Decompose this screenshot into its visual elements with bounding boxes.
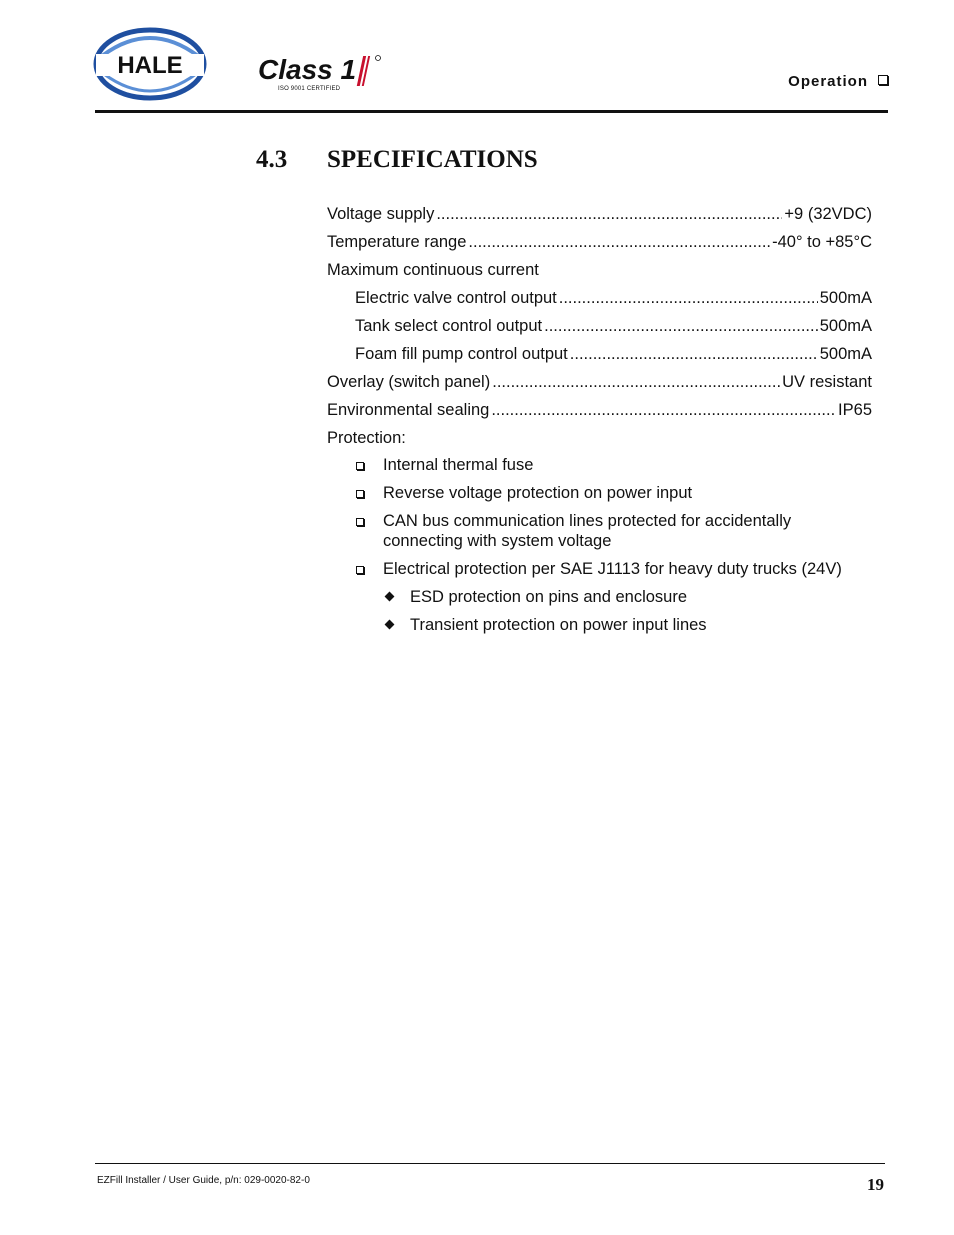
spec-label: Environmental sealing (327, 401, 490, 419)
spec-row-pump-output (327, 343, 872, 371)
spec-value: UV resistant (782, 373, 872, 391)
list-item (327, 511, 872, 551)
dot-leader (491, 399, 836, 421)
spec-row-tank-output (327, 315, 872, 343)
dot-leader (559, 287, 818, 309)
protection-list (327, 455, 872, 635)
checkbox-bullet-icon (878, 75, 888, 85)
sub-list-item (327, 587, 872, 607)
spec-row-temperature (327, 231, 872, 259)
list-item (327, 483, 872, 503)
diamond-bullet-icon (385, 592, 395, 602)
page-number: 19 (867, 1175, 884, 1194)
hale-logo (92, 26, 208, 102)
section-title: SPECIFICATIONS (327, 146, 538, 173)
list-item-text: Reverse voltage protection on power input (383, 484, 693, 502)
spec-row-voltage (327, 203, 872, 231)
section-heading (256, 146, 538, 174)
iso-certified-label: ISO 9001 CERTIFIED (278, 86, 341, 92)
sub-list-item (327, 615, 872, 635)
section-number: 4.3 (256, 146, 288, 173)
footer-rule (95, 1163, 885, 1164)
spec-value: IP65 (838, 401, 872, 419)
spec-row-valve-output (327, 287, 872, 315)
list-item-text: Electrical protection per SAE J1113 for heavy duty trucks (24V) (383, 560, 842, 578)
diamond-bullet-icon (385, 620, 395, 630)
list-item (327, 559, 872, 579)
checkbox-bullet-icon (356, 490, 364, 498)
dot-leader (544, 315, 818, 337)
spec-value: 500mA (819, 345, 872, 363)
list-item-text: Internal thermal fuse (383, 456, 534, 474)
page-header (0, 0, 954, 115)
spec-value: +9 (32VDC) (784, 205, 872, 223)
spec-label: Tank select control output (355, 317, 543, 335)
spec-label: Overlay (switch panel) (327, 373, 491, 391)
spec-label: Voltage supply (327, 205, 435, 223)
spec-label: Foam fill pump control output (355, 345, 568, 363)
dot-leader (492, 371, 780, 393)
checkbox-bullet-icon (356, 566, 364, 574)
spec-row-overlay (327, 371, 872, 399)
section-label-text: Operation (788, 73, 868, 90)
list-item-text: ESD protection on pins and enclosure (410, 588, 688, 606)
list-item-text: Transient protection on power input lines (410, 616, 707, 634)
max-current-heading: Maximum continuous current (327, 261, 539, 279)
list-item-text: CAN bus communication lines protected for accidentally connecting with system voltage (383, 512, 792, 550)
dot-leader (468, 231, 770, 253)
protection-heading: Protection: (327, 429, 406, 447)
spec-value: -40° to +85°C (772, 233, 872, 251)
svg-text:HALE: HALE (117, 52, 183, 79)
spec-value: 500mA (819, 289, 872, 307)
checkbox-bullet-icon (356, 518, 364, 526)
svg-text:Class 1: Class 1 (258, 54, 357, 85)
dot-leader (570, 343, 818, 365)
header-rule (95, 110, 888, 113)
spec-row-sealing (327, 399, 872, 427)
spec-label: Temperature range (327, 233, 467, 251)
checkbox-bullet-icon (356, 462, 364, 470)
dot-leader (436, 203, 782, 225)
specifications-list (327, 203, 872, 643)
footer-doc-reference: EZFill Installer / User Guide, p/n: 029-0020-82-0 (97, 1175, 310, 1186)
spec-label: Electric valve control output (355, 289, 557, 307)
spec-value: 500mA (819, 317, 872, 335)
list-item (327, 455, 872, 475)
running-section-label (788, 73, 888, 90)
